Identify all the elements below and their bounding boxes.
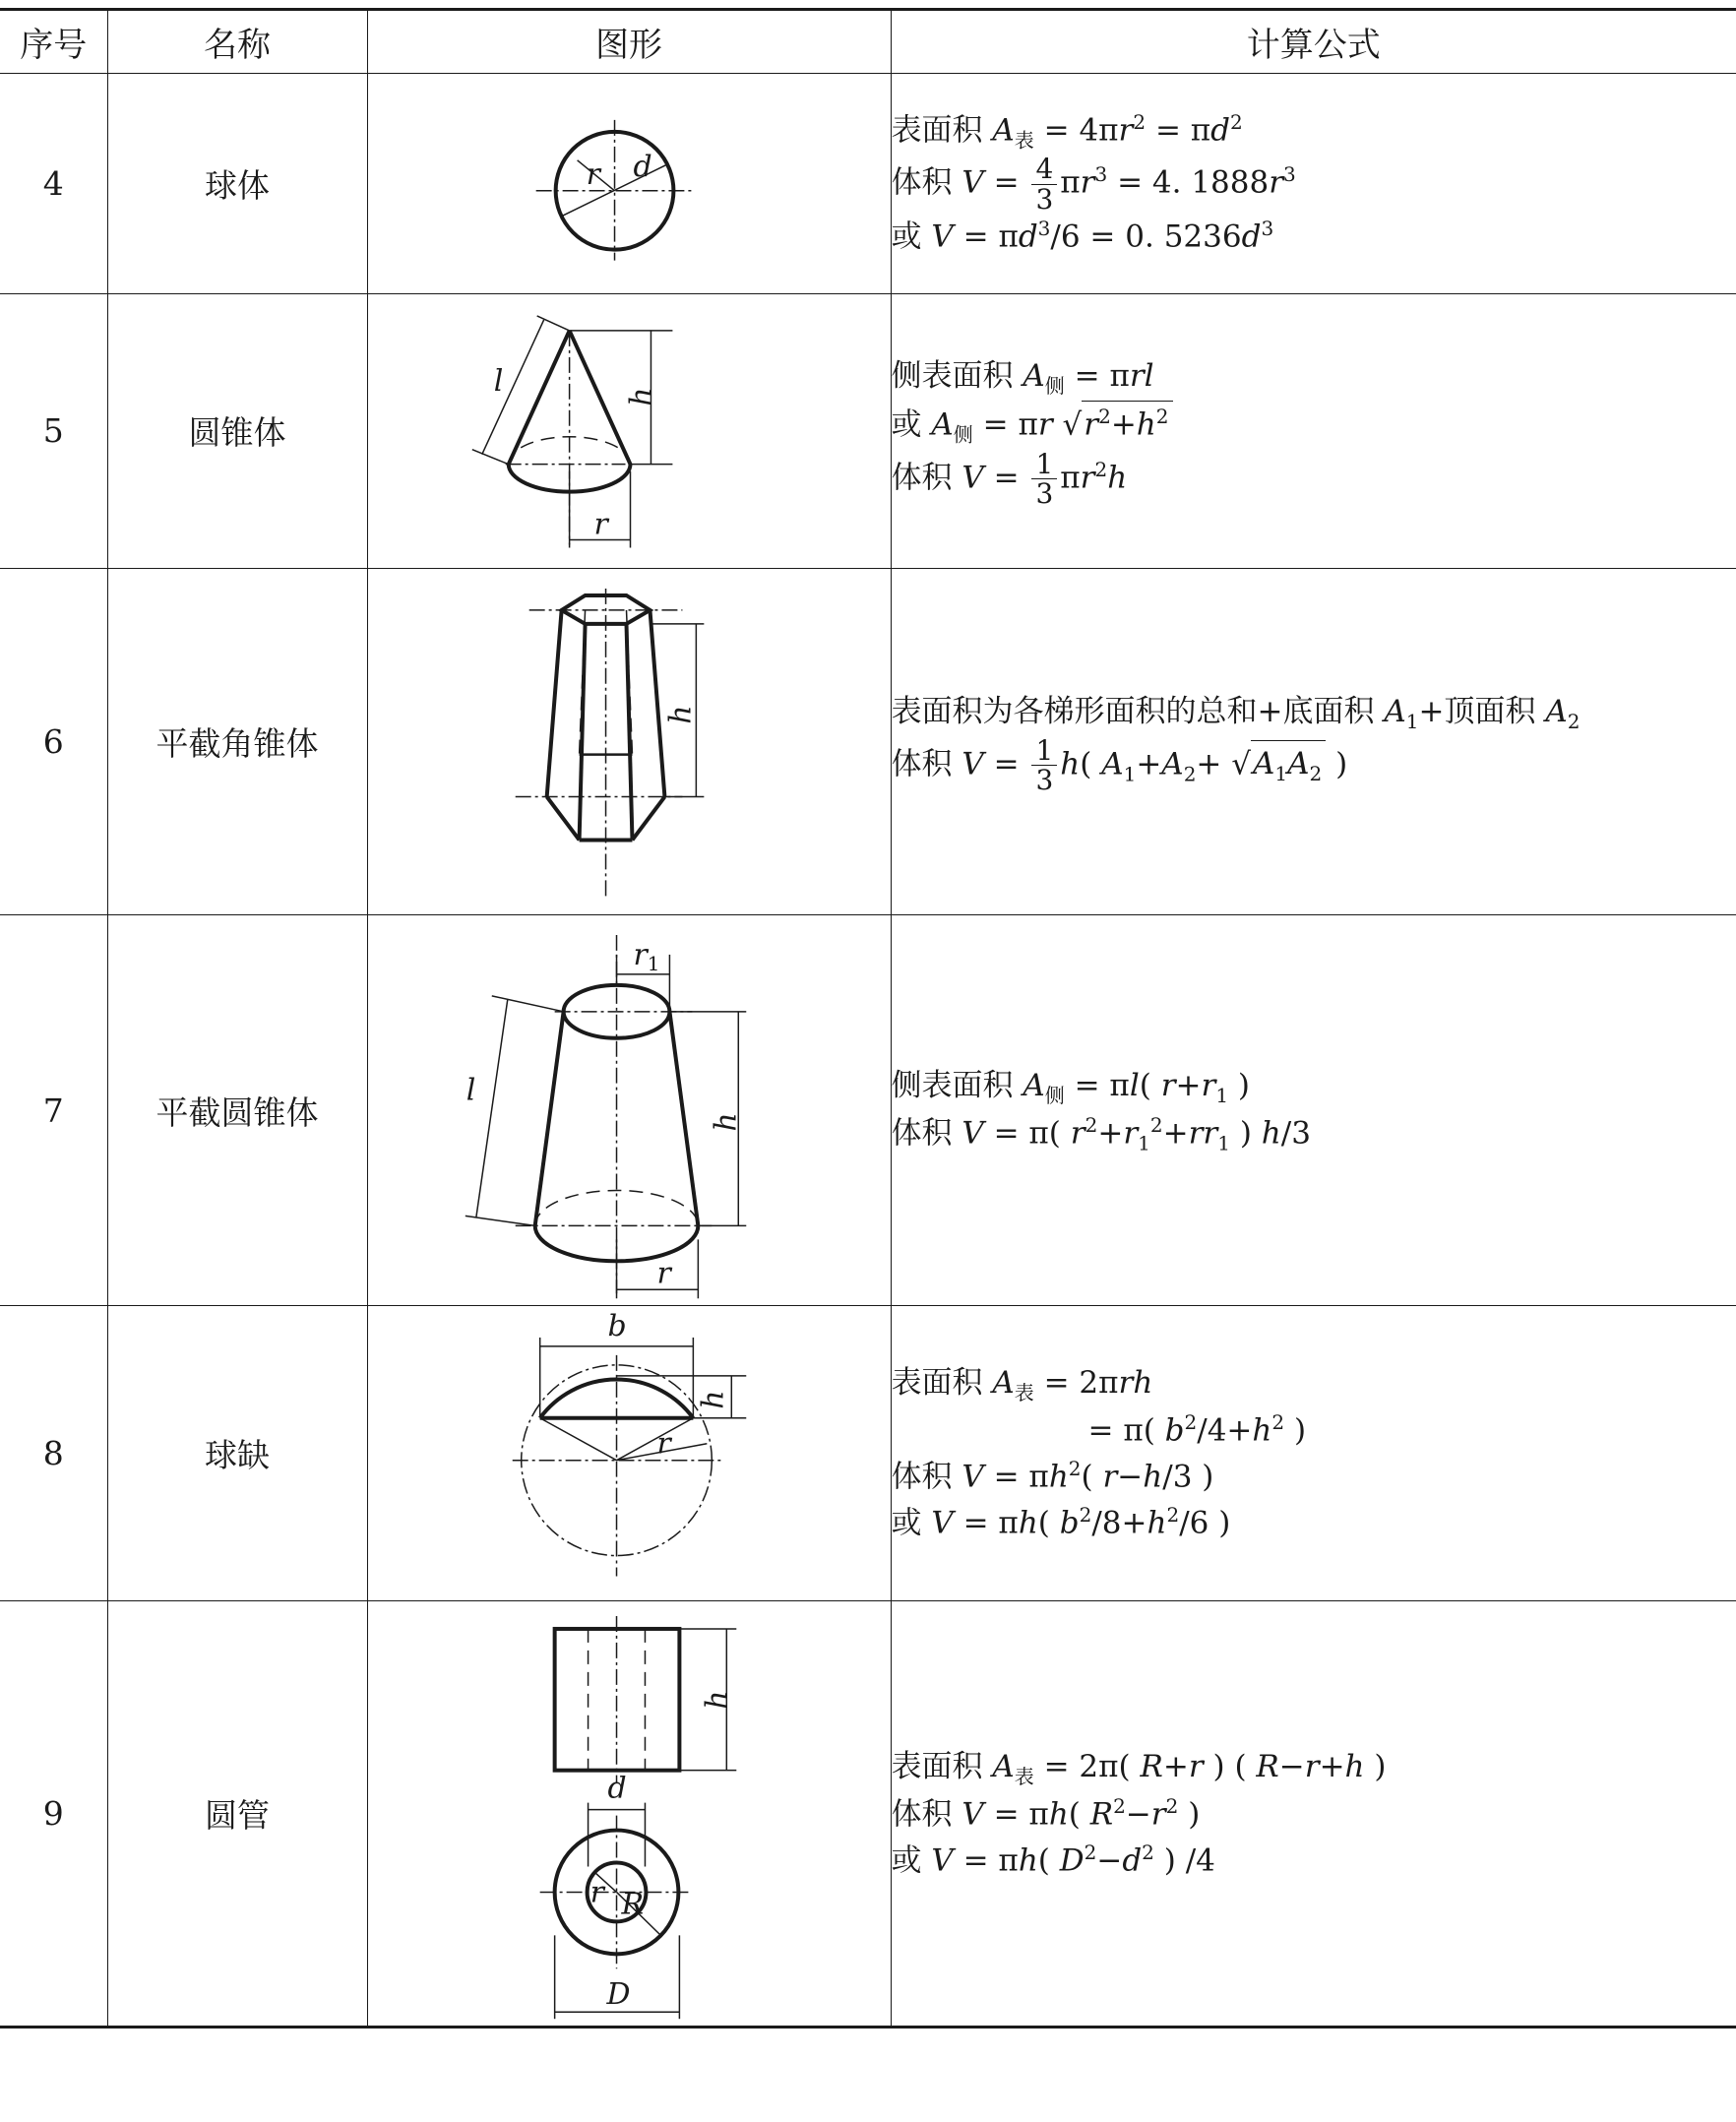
label-r: r <box>586 156 600 192</box>
header-formula: 计算公式 <box>891 10 1736 74</box>
row-index: 5 <box>0 293 107 568</box>
row-name: 平截角锥体 <box>107 569 367 915</box>
table-row <box>0 293 1736 568</box>
row-name: 球缺 <box>107 1305 367 1600</box>
label-r: r <box>655 1256 671 1291</box>
figure-sphere <box>367 74 891 294</box>
table-row <box>0 1601 1736 2028</box>
label-h: h <box>695 1390 730 1409</box>
label-l: l <box>493 363 503 399</box>
formula-sphere: 表面积 $A_表 = 4\pi r^2 = \pi d^2$ 体积 V = $\frac{4}{3}$ $\pi r^3 = 4$. $1888r^3$ 或 $V = \pi d^3/6 = 0$. $5236d^3$ <box>891 74 1736 294</box>
label-d: d <box>607 1771 627 1806</box>
pyramid-frustum-drawing <box>368 569 891 914</box>
figure-tube <box>367 1601 891 2028</box>
table-row <box>0 1305 1736 1600</box>
label-h: h <box>623 387 658 406</box>
label-r: r <box>589 1875 604 1910</box>
table-row <box>0 915 1736 1305</box>
label-r1: $r_1$ <box>632 938 660 976</box>
row-index: 8 <box>0 1305 107 1600</box>
figure-spherical-cap <box>367 1305 891 1600</box>
formula-pyramid-frustum: 表面积为各梯形面积的总和+底面积 $A_1+$顶面积 $A_2$ 体积 V = $\frac{1}{3}$ h( $A_1+A_2+ √A_1A_2$ ) <box>891 569 1736 915</box>
label-r: r <box>655 1426 671 1462</box>
row-name: 圆锥体 <box>107 293 367 568</box>
label-h: h <box>699 1690 734 1710</box>
row-index: 7 <box>0 915 107 1305</box>
row-index: 6 <box>0 569 107 915</box>
formula-cone-frustum: 侧表面积 $A_侧 = \pi l$( $r+r_1$ ) 体积 V = π( $r^2+r_1^2+rr_1$ ) h/3 <box>891 915 1736 1305</box>
formula-table <box>0 8 1736 2028</box>
cone-drawing <box>368 294 891 568</box>
header-row <box>0 10 1736 74</box>
formula-tube: 表面积 $A_表 = 2\pi$( R+r ) ( R−r+h ) 体积 V = πh( $R^2-r^2$ ) 或 V = πh( $D^2-d^2$ ) /4 <box>891 1601 1736 2028</box>
spherical-cap-drawing <box>368 1306 891 1600</box>
figure-cone <box>367 293 891 568</box>
label-d: d <box>632 149 652 184</box>
row-name: 圆管 <box>107 1601 367 2028</box>
figure-cone-frustum <box>367 915 891 1305</box>
header-name: 名称 <box>107 10 367 74</box>
formula-cone: 侧表面积 $A_侧 = \pi rl$ 或 $A_侧 = \pi r$ $√r^2+h^2$ 体积 V = $\frac{1}{3}$ $\pi r^2h$ <box>891 293 1736 568</box>
row-name: 平截圆锥体 <box>107 915 367 1305</box>
label-h: h <box>708 1112 743 1132</box>
formula-spherical-cap: 表面积 $A_表 = 2\pi rh$ = π( $b^2/4+h^2$ ) 体积 $V = \pi h^2$( r−h/3 ) 或 V = πh( $b^2/8+h^2/6$ ) <box>891 1305 1736 1600</box>
table-row <box>0 569 1736 915</box>
row-index: 4 <box>0 74 107 294</box>
table-row <box>0 74 1736 294</box>
row-name: 球体 <box>107 74 367 294</box>
label-l: l <box>465 1074 475 1109</box>
row-index: 9 <box>0 1601 107 2028</box>
header-index: 序号 <box>0 10 107 74</box>
label-r: r <box>593 507 608 542</box>
sphere-drawing <box>368 74 891 293</box>
label-R: R <box>621 1887 644 1922</box>
label-h: h <box>662 705 698 724</box>
label-b: b <box>607 1308 627 1343</box>
header-figure: 图形 <box>367 10 891 74</box>
label-D: D <box>606 1977 631 2013</box>
figure-pyramid-frustum <box>367 569 891 915</box>
tube-drawing <box>368 1601 891 2026</box>
cone-frustum-drawing <box>368 915 891 1304</box>
